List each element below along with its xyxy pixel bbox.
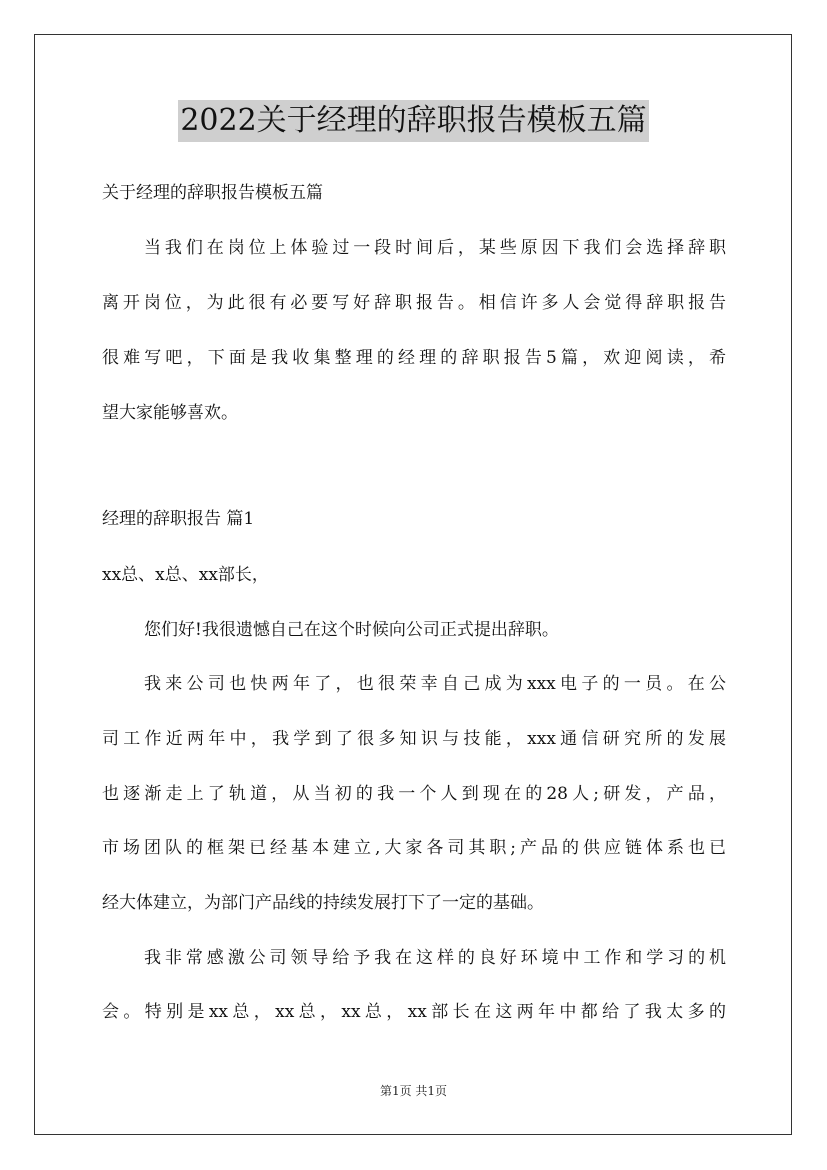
document-title-text: 2022关于经理的辞职报告模板五篇 bbox=[178, 100, 648, 142]
document-title bbox=[0, 100, 827, 142]
paragraph1-line-3: 也逐渐走上了轨道，从当初的我一个人到现在的28人;研发，产品， bbox=[102, 784, 726, 804]
paragraph1-line-1: 我来公司也快两年了，也很荣幸自己成为xxx电子的一员。在公 bbox=[144, 674, 726, 694]
paragraph1-line-2: 司工作近两年中，我学到了很多知识与技能，xxx通信研究所的发展 bbox=[102, 729, 726, 749]
paragraph1-line-5: 经大体建立，为部门产品线的持续发展打下了一定的基础。 bbox=[102, 893, 544, 913]
paragraph2-line-1: 我非常感激公司领导给予我在这样的良好环境中工作和学习的机 bbox=[144, 948, 726, 968]
paragraph1-line-4: 市场团队的框架已经基本建立,大家各司其职;产品的供应链体系也已 bbox=[102, 838, 726, 858]
greeting: 您们好!我很遗憾自己在这个时候向公司正式提出辞职。 bbox=[144, 620, 559, 640]
paragraph2-line-2: 会。特别是xx总，xx总，xx总，xx部长在这两年中都给了我太多的 bbox=[102, 1002, 726, 1022]
document-subtitle: 关于经理的辞职报告模板五篇 bbox=[102, 183, 323, 203]
intro-line-2: 离开岗位，为此很有必要写好辞职报告。相信许多人会觉得辞职报告 bbox=[102, 293, 726, 313]
section-heading: 经理的辞职报告 篇1 bbox=[102, 509, 255, 529]
intro-line-3: 很难写吧，下面是我收集整理的经理的辞职报告5篇，欢迎阅读，希 bbox=[102, 348, 726, 368]
page-footer: 第1页 共1页 bbox=[379, 1084, 448, 1098]
salutation: xx总、x总、xx部长， bbox=[102, 565, 269, 585]
intro-line-1: 当我们在岗位上体验过一段时间后，某些原因下我们会选择辞职 bbox=[144, 238, 726, 258]
intro-line-4: 望大家能够喜欢。 bbox=[102, 403, 238, 423]
